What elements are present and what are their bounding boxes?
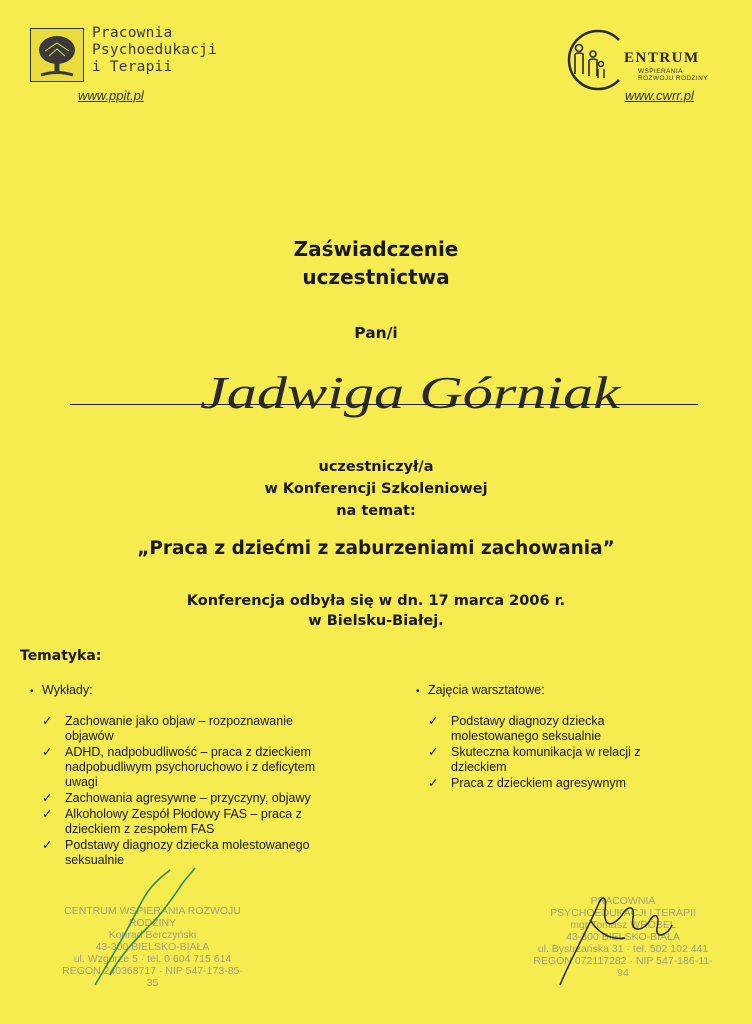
list-item [416, 776, 706, 791]
certificate-title-line: uczestnictwa [302, 265, 450, 289]
ppit-website-link[interactable]: www.ppit.pl [78, 88, 144, 103]
conference-topic: „Praca z dziećmi z zaburzeniami zachowania” [137, 538, 615, 559]
ppit-tree-logo [30, 28, 84, 82]
list-item-line: Skuteczna komunikacja w relacji z [451, 745, 641, 759]
handwritten-name [0, 300, 752, 440]
bullet-icon: • [416, 686, 420, 697]
stamp-line: Konrad Berczyński [108, 929, 197, 941]
workshops-column [416, 683, 706, 792]
stamp-line: PRACOWNIA [590, 895, 656, 907]
stamp-line: ul. Wzgórze 5 · tel. 0 604 715 614 [73, 953, 232, 965]
list-item-line: Podstawy diagnozy dziecka molestowanego [65, 838, 310, 852]
ppit-org-line: Psychoedukacji [92, 42, 218, 58]
list-item-line: Praca z dzieckiem agresywnym [451, 776, 627, 790]
checkmark-icon: ✓ [428, 714, 439, 728]
checkmark-icon: ✓ [42, 791, 53, 805]
list-item-line: uwagi [65, 775, 98, 789]
lectures-heading [30, 683, 350, 699]
stamp-line: 43-300 BIELSKO-BIAŁA [566, 931, 680, 943]
participation-line: na temat: [336, 503, 416, 519]
list-item-line: Zachowania agresywne – przyczyny, objawy [65, 791, 311, 805]
list-item-line: Podstawy diagnozy dziecka [451, 714, 605, 728]
cwrr-website-link[interactable]: www.cwrr.pl [625, 88, 694, 103]
list-item [30, 838, 350, 868]
participation-statement [0, 456, 752, 522]
list-item-line: objawów [65, 729, 114, 743]
workshops-list [416, 714, 706, 791]
stamp-cwrr [60, 905, 245, 989]
list-item [30, 791, 350, 806]
list-item-line: nadpobudliwym psychoruchowo i z deficytem [65, 760, 316, 774]
conference-date [0, 591, 752, 631]
list-item [30, 714, 350, 744]
cwrr-org-title: ENTRUM [624, 50, 700, 66]
participation-line: w Konferencji Szkoleniowej [264, 481, 488, 497]
stamp-ppit [528, 895, 718, 979]
list-item-line: Zachowanie jako objaw – rozpoznawanie [65, 714, 293, 728]
conference-place-line: w Bielsku-Białej. [308, 613, 444, 629]
ppit-org-name [92, 25, 217, 76]
stamp-line: 43-300 BIELSKO-BIAŁA [95, 941, 210, 953]
stamp-line: REGON 240368717 · NIP 547-173-85-35 [62, 965, 243, 989]
conference-date-line: Konferencja odbyła się w dn. 17 marca 2006 r. [186, 593, 566, 609]
bullet-icon: • [30, 686, 34, 697]
stamp-line: CENTRUM WSPIERANIA ROZWOJU RODZINY [64, 905, 241, 929]
cwrr-subtitle-line: ROZWOJU RODZINY [638, 75, 708, 82]
checkmark-icon: ✓ [428, 745, 439, 759]
list-item-line: seksualnie [65, 853, 125, 867]
stamp-line: PSYCHOEDUKACJI I TERAPII [550, 907, 696, 919]
ppit-org-line: Pracownia [92, 25, 173, 41]
cwrr-org-subtitle [638, 68, 708, 82]
name-underline [70, 404, 698, 405]
list-item [416, 714, 706, 744]
list-item-line: Alkoholowy Zespół Płodowy FAS – praca z [65, 807, 302, 821]
lectures-heading-text: Wykłady: [42, 683, 93, 697]
participant-name-text: Jadwiga Górniak [200, 367, 623, 418]
cwrr-family-logo [557, 28, 621, 92]
checkmark-icon: ✓ [42, 807, 53, 821]
certificate-title [0, 235, 752, 291]
stamp-line: mgr Tomasz WRÓBEL [570, 919, 676, 931]
list-item-line: dzieckiem z zespołem FAS [65, 822, 215, 836]
participant-name [0, 300, 752, 444]
cwrr-subtitle-line: WSPIERANIA [638, 68, 683, 75]
participation-line: uczestniczył/a [318, 459, 434, 475]
tree-icon [31, 29, 83, 81]
lectures-column [30, 683, 350, 869]
certificate-title-line: Zaświadczenie [293, 237, 459, 261]
stamp-line: REGON 072117282 · NIP 547-186-11-94 [533, 955, 713, 979]
checkmark-icon: ✓ [42, 838, 53, 852]
workshops-heading-text: Zajęcia warsztatowe: [428, 683, 545, 697]
stamp-line: ul. Bystrzańska 31 · tel. 502 102 441 [537, 943, 709, 955]
workshops-heading [416, 683, 706, 699]
list-item [416, 745, 706, 775]
list-item [30, 745, 350, 790]
salutation: Pan/i [354, 324, 398, 342]
list-item-line: dzieckiem [451, 760, 507, 774]
checkmark-icon: ✓ [42, 745, 53, 759]
program-heading: Tematyka: [20, 648, 102, 664]
list-item-line: molestowanego seksualnie [451, 729, 602, 743]
list-item [30, 807, 350, 837]
list-item-line: ADHD, nadpobudliwość – praca z dzieckiem [65, 745, 311, 759]
checkmark-icon: ✓ [428, 776, 439, 790]
lectures-list [30, 714, 350, 868]
ppit-org-line: i Terapii [92, 59, 173, 75]
checkmark-icon: ✓ [42, 714, 53, 728]
